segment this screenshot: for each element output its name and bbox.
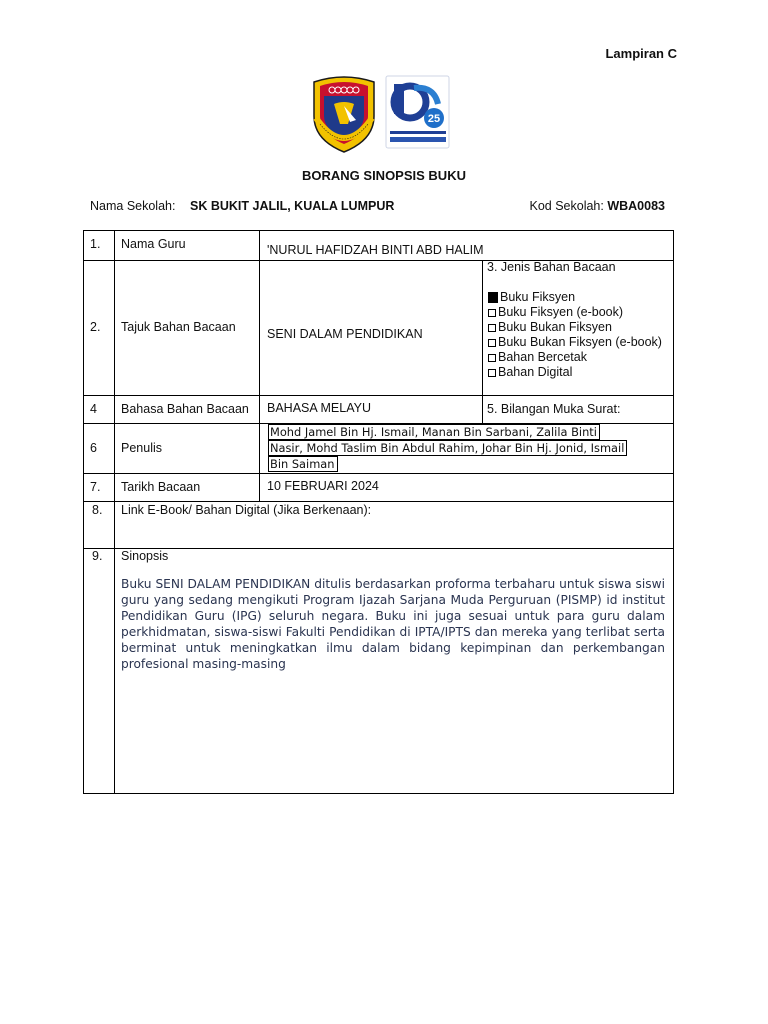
svg-text:25: 25: [427, 113, 441, 125]
book-title-label: Tajuk Bahan Bacaan: [121, 320, 236, 334]
school-name-value: SK BUKIT JALIL, KUALA LUMPUR: [190, 199, 395, 213]
author-line: Mohd Jamel Bin Hj. Ismail, Manan Bin Sarbani, Zalila Binti: [268, 424, 600, 440]
option-label: Buku Bukan Fiksyen (e-book): [498, 335, 662, 349]
row-divider: [83, 501, 674, 502]
material-type-options: [488, 290, 662, 380]
ipg-25-anniversary-logo: [386, 76, 449, 148]
teacher-name-label: Nama Guru: [121, 237, 186, 251]
school-code: [529, 199, 665, 213]
option-buku-fiksyen-ebook[interactable]: [488, 305, 662, 320]
table-border: [83, 230, 674, 231]
lampiran-label: Lampiran C: [605, 46, 677, 61]
row-divider: [83, 395, 674, 396]
option-label: Bahan Digital: [498, 365, 573, 379]
table-border: [83, 230, 84, 794]
author-value: [268, 424, 627, 472]
school-crest-logo: [314, 77, 374, 152]
row-number: 7.: [90, 480, 101, 494]
school-name-label: Nama Sekolah:: [90, 199, 176, 213]
option-bahan-digital[interactable]: [488, 365, 662, 380]
reading-date-value: 10 FEBRUARI 2024: [267, 479, 379, 493]
option-buku-fiksyen[interactable]: [488, 290, 662, 305]
language-value: BAHASA MELAYU: [267, 401, 371, 415]
row-divider: [83, 473, 674, 474]
checkbox-empty-icon[interactable]: [488, 324, 496, 332]
option-buku-bukan-fiksyen[interactable]: [488, 320, 662, 335]
option-label: Buku Fiksyen: [500, 290, 576, 304]
logo-group: [310, 74, 455, 154]
checkbox-empty-icon[interactable]: [488, 369, 496, 377]
checkbox-checked-icon[interactable]: [488, 292, 498, 303]
author-line: Bin Saiman: [268, 456, 338, 472]
table-border: [83, 793, 674, 794]
row-number: 1.: [90, 237, 101, 251]
school-info-row: [90, 199, 665, 217]
school-code-label: Kod Sekolah:: [529, 199, 604, 213]
school-code-value: WBA0083: [607, 199, 665, 213]
checkbox-empty-icon[interactable]: [488, 309, 496, 317]
column-divider: [114, 230, 115, 794]
checkbox-empty-icon[interactable]: [488, 339, 496, 347]
book-title-value: SENI DALAM PENDIDIKAN: [267, 327, 423, 341]
row-number: 8.: [92, 503, 103, 517]
synopsis-form-table: [83, 230, 674, 794]
row-divider: [83, 548, 674, 549]
row-number: 6: [90, 441, 97, 455]
option-buku-bukan-fiksyen-ebook[interactable]: [488, 335, 662, 350]
language-label: Bahasa Bahan Bacaan: [121, 402, 249, 416]
form-title: BORANG SINOPSIS BUKU: [302, 168, 466, 183]
ebook-link-label: Link E-Book/ Bahan Digital (Jika Berkenaan):: [121, 503, 372, 517]
material-type-label: 3. Jenis Bahan Bacaan: [487, 260, 616, 274]
teacher-name-value: 'NURUL HAFIDZAH BINTI ABD HALIM: [267, 243, 484, 257]
author-label: Penulis: [121, 441, 162, 455]
table-border: [673, 230, 674, 794]
row-number: 9.: [92, 549, 103, 563]
option-bahan-bercetak[interactable]: [488, 350, 662, 365]
option-label: Buku Bukan Fiksyen: [498, 320, 612, 334]
option-label: Bahan Bercetak: [498, 350, 587, 364]
reading-date-label: Tarikh Bacaan: [121, 480, 201, 494]
row-number: 4: [90, 402, 97, 416]
column-divider: [259, 230, 260, 502]
option-label: Buku Fiksyen (e-book): [498, 305, 624, 319]
synopsis-label: Sinopsis: [121, 549, 169, 563]
column-divider: [482, 261, 483, 424]
row-number: 2.: [90, 320, 101, 334]
checkbox-empty-icon[interactable]: [488, 354, 496, 362]
page-count-label: 5. Bilangan Muka Surat:: [487, 402, 621, 416]
synopsis-text: Buku SENI DALAM PENDIDIKAN ditulis berdasarkan proforma terbaharu untuk siswa siswi guru yang sedang mengikuti Program Ijazah Sarjana Muda Perguruan (PISMP) id institut Pendidikan Guru (IPG) seluruh negara. Buku ini juga sesuai untuk para guru dalam perkhidmatan, siswa-siswi Fakulti Pendidikan di IPTA/IPTS dan mereka yang terlibat serta berminat untuk meningkatkan ilmu dalam bidang kepimpinan dan perkembangan profesional masing-masing: [121, 577, 665, 671]
author-line: Nasir, Mohd Taslim Bin Abdul Rahim, Johar Bin Hj. Jonid, Ismail: [268, 440, 627, 456]
